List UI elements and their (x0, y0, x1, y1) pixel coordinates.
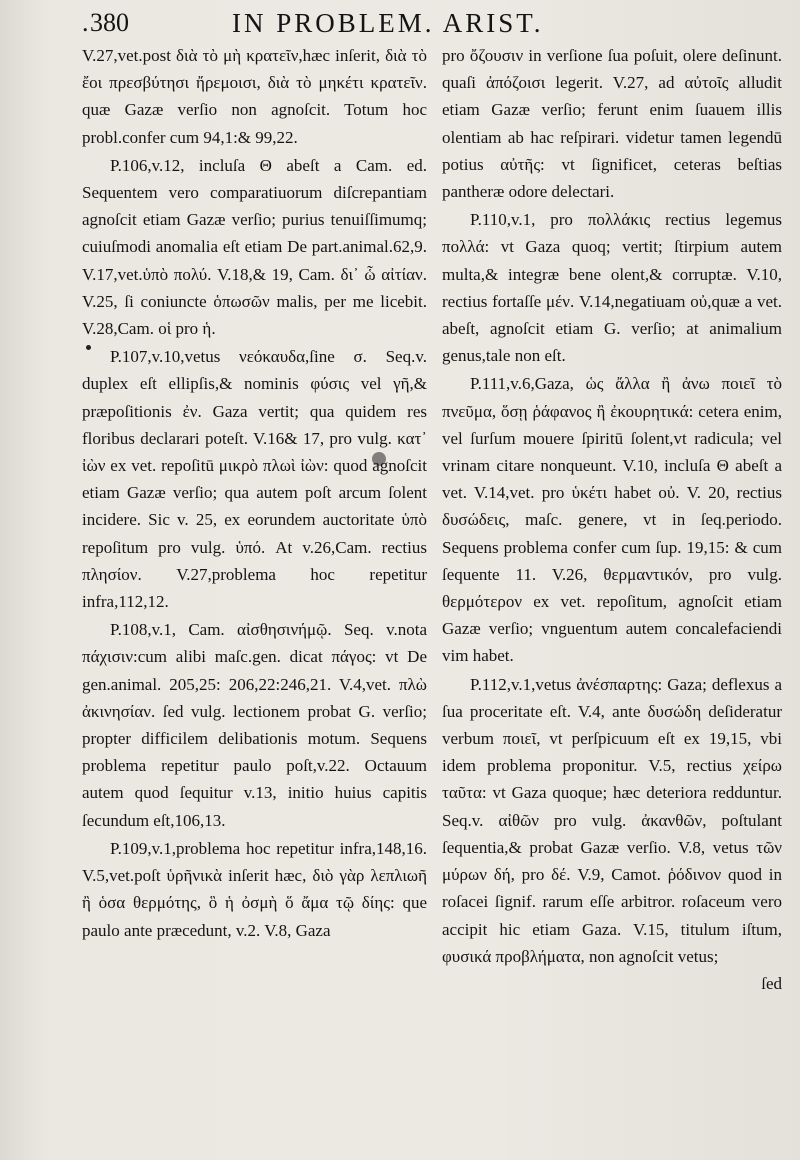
paragraph: pro ὄζουσιν in verſione ſua poſuit, olere deſinunt. quaſi ἀπόζοισι legerit. V.27, ad αὐτοῖς alludit etiam Gazæ verſio; ferunt enim ſuauem illis olentiam ab hac reſpirari. videtur tamen legendū potius αὐτῆς: vt ſignificet, ceteras beſtias pantheræ odore delectari. (442, 46, 782, 202)
catchword: ſed (761, 973, 782, 993)
header-mark: . (82, 8, 89, 37)
left-column (82, 42, 427, 944)
paragraph: P.112,v.1,vetus ἀνέσπαρτης: Gaza; deflexus a ſua proceritate eſt. V.4, ante δυσώδη deſideratur verbum ποιεῖ, vt perſpicuum eſt ex 19,15, vbi idem problema proponitur. V.5, rectius χείρω ταῦτα: vt Gaza quoque; hæc deteriora redduntur. Seq.v. αἰθῶν pro vulg. ἀκανθῶν, poſtulant ſequentia,& probat Gazæ verſio. V.8, vetus τῶν μύρων δή, pro δέ. V.9, Camot. ῥόδινον quod in roſacei ſignif. rarum eſſe arbitror. roſaceum vero accipit hic etiam Gaza. V.15, titulum iſtum, φυσικά προβλήματα, non agnoſcit vetus; (442, 674, 782, 966)
page-header (82, 2, 782, 44)
page-number: 380 (90, 8, 129, 37)
right-column (442, 42, 782, 997)
running-title: IN PROBLEM. ARIST. (232, 8, 544, 38)
paragraph: P.109,v.1,problema hoc repetitur infra,148,16. V.5,vet.poſt ὑρῆνικὰ inſerit hæc, διὸ γὰρ λεπλιωῆ ἢ ὁσα θερμότης, ὃ ἡ ὀσμὴ ὅ ἄμα τῷ δίης: que paulo ante præcedunt, v.2. V.8, Gaza (82, 838, 427, 940)
paragraph: P.111,v.6,Gaza, ὡς ἄλλα ἢ ἀνω ποιεῖ τὸ πνεῦμα, ὅσῃ ῥάφανος ἢ ἐκουρητικά: cetera enim, vel ſurſum mouere ſpiritū ſolent,vt radicula; vel vrinam citare nonqueunt. V.10, incluſa Θ abeſt a vet. V.14,vet. pro ὑκέτι habet οὐ. V. 20, rectius δυσώδεις, maſc. genere, vt in ſeq.periodo. Sequens problema confer cum ſup. 19,15: & cum ſequente 11. V.26, θερμαντικόν, pro vulg. θερμότερον ex vet. repoſitum, agnoſcit etiam Gazæ verſio; vnguentum autem concalefaciendi vim habet. (442, 374, 782, 666)
paragraph: P.107,v.10,vetus νεόκαυδα,ſine σ. Seq.v. duplex eſt ellipſis,& nominis φύσις vel γῆ,& præpoſitionis ἐν. Gaza vertit; qua quidem res floribus declarari poteſt. V.16& 17, pro vulg. κατ᾿ ἰὼν ex vet. repoſitū μικρὸ πλωὶ ἰὼν: quod agnoſcit etiam Gazæ verſio; qua autem poſt arcum ſolent incidere. Sic v. 25, ex eorundem auctoritate ὑπὸ repoſitum pro vulg. ὑπό. At v.26,Cam. rectius πλησίον. V.27,problema hoc repetitur infra,112,12. (82, 347, 427, 612)
paragraph: V.27,vet.post διὰ τὸ μὴ κρατεῖν,hæc inſerit, διὰ τὸ ἔοι πρεσβύτησι ἤρεμοισι, διὰ τὸ μηκέτι κρατεῖν. quæ Gazæ verſio non agnoſcit. Totum hoc probl.confer cum 94,1:& 99,22. (82, 46, 427, 147)
paragraph: P.110,v.1, pro πολλάκις rectius legemus πολλά: vt Gaza quoq; vertit; ſtirpium autem multa,& integræ bene olent,& corruptæ. V.10, rectius fortaſſe μέν. V.14,negatiuam οὐ,quæ a vet. abeſt, agnoſcit etiam G. verſio; at animalium genus,tale non eſt. (442, 210, 782, 366)
paragraph: P.106,v.12, incluſa Θ abeſt a Cam. ed. Sequentem vero comparatiuorum diſcrepantiam agnoſcit etiam Gazæ verſio; purius tenuiſſimumq; cuiuſmodi anomalia eſt etiam De part.animal.62,9. V.17,vet.ὑπὸ πολύ. V.18,& 19, Cam. δι᾿ ὧ αἰτίαν. V.25, ſi coniuncte ὁπωσῶν malis, per me licebit. V.28,Cam. οἱ pro ἡ. (82, 155, 427, 339)
paragraph: P.108,v.1, Cam. αἰσθησινήμῷ. Seq. v.nota πάχισιν:cum alibi maſc.gen. dicat πάγος: vt De gen.animal. 205,25: 206,22:246,21. V.4,vet. πλὼ ἀκινησίαν. ſed vulg. lectionem probat G. verſio; propter difficilem delibationis motum. Sequens problema repetitur paulo poſt,v.22. Octauum autem quod ſequitur v.13, initio huius capitis ſecundum eſt,106,13. (82, 620, 427, 830)
